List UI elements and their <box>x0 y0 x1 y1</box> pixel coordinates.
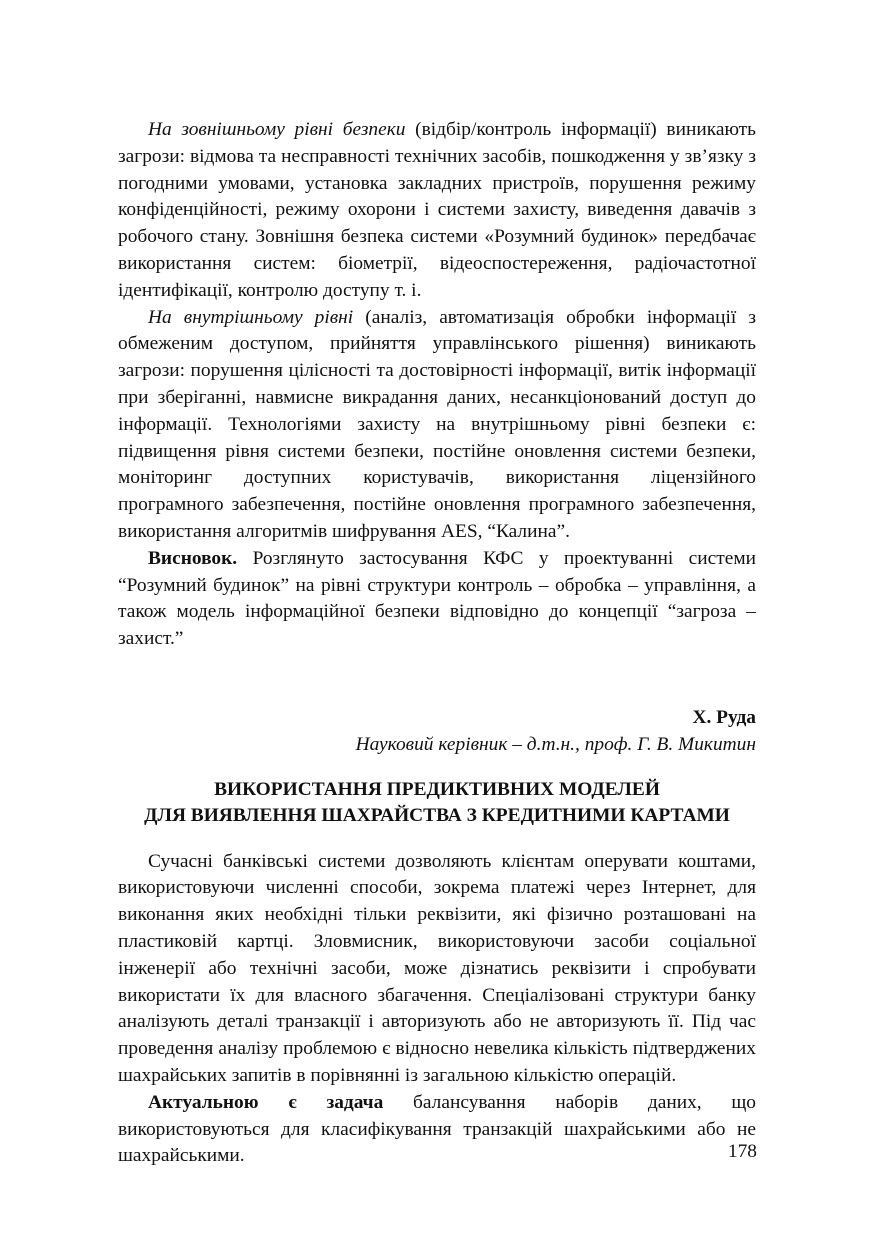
paragraph-text: Розглянуто застосування КФС у проектуванні системи “Розумний будинок” на рівні структури контроль – обробка – управління, а також модель інформаційної безпеки відповідно до концепції “загроза – захист.” <box>118 547 756 650</box>
paragraph-external-security <box>118 117 756 305</box>
paragraph-banking-systems: Сучасні банківські системи дозволяють клієнтам оперувати коштами, використовуючи численні способи, зокрема платежі через Інтернет, для виконання яких необхідні тільки реквізити, які фізично розташовані на пластиковій картці. Зловмисник, використовуючи засоби соціальної інженерії або технічні засоби, може дізнатись реквізити і спробувати використати їх для власного збагачення. Спеціалізовані структури банку аналізують деталі транзакції і авторизують або не авторизують її. Під час проведення аналізу проблемою є відносно невелика кількість підтверджених шахрайських запитів в порівнянні із загальною кількістю операцій. <box>118 850 756 1086</box>
paragraph-text: (аналіз, автоматизація обробки інформації з обмеженим доступом, прийняття управлінського рішення) виникають загрози: порушення цілісності та достовірності інформації, витік інформації при зберіганні, навмисне викрадання даних, несанкціонований доступ до інформації. Технологіями захисту на внутрішньому рівні безпеки є: підвищення рівня системи безпеки, постійне оновлення системи безпеки, моніторинг доступних користувачів, використання ліцензійного програмного забезпечення, постійне оновлення програмного забезпечення, використання алгоритмів шифрування AES, “Калина”. <box>118 306 756 542</box>
scientific-advisor: Науковий керівник – д.т.н., проф. Г. В. Микитин <box>355 733 756 755</box>
paragraph-relevance <box>118 1090 756 1170</box>
article-title-line-2: ДЛЯ ВИЯВЛЕННЯ ШАХРАЙСТВА З КРЕДИТНИМИ КАРТАМИ <box>144 804 730 826</box>
paragraph-text: балансування наборів даних, що використовуються для класифікування транзакцій шахрайськими або не шахрайськими. <box>118 1091 756 1167</box>
author-name: Х. Руда <box>692 706 756 728</box>
paragraph-conclusion <box>118 546 756 653</box>
paragraph-lead-bold: Актуальною є задача <box>148 1091 384 1113</box>
spacer <box>118 759 756 777</box>
article-title-line-1: ВИКОРИСТАННЯ ПРЕДИКТИВНИХ МОДЕЛЕЙ <box>214 778 660 800</box>
paragraph-internal-security <box>118 305 756 546</box>
paragraph-text: (відбір/контроль інформації) виникають загрози: відмова та несправності технічних засобів, пошкодження у зв’язку з погодними умовами, установка закладних пристроїв, порушення режиму конфіденційності, режиму охорони і системи захисту, виведення давачів з робочого стану. Зовнішня безпека системи «Розумний будинок» передбачає використання систем: біометрії, відеоспостереження, радіочастотної ідентифікації, контролю доступу т. і. <box>118 119 756 301</box>
spacer <box>118 829 756 849</box>
page-number: 178 <box>727 1141 757 1162</box>
paragraph-lead-italic: На внутрішньому рівні <box>148 306 354 328</box>
paragraph-lead-bold: Висновок. <box>148 547 238 569</box>
paragraph-lead-italic: На зовнішньому рівні безпеки <box>148 119 406 140</box>
page-content <box>118 117 756 1170</box>
spacer <box>118 653 756 705</box>
